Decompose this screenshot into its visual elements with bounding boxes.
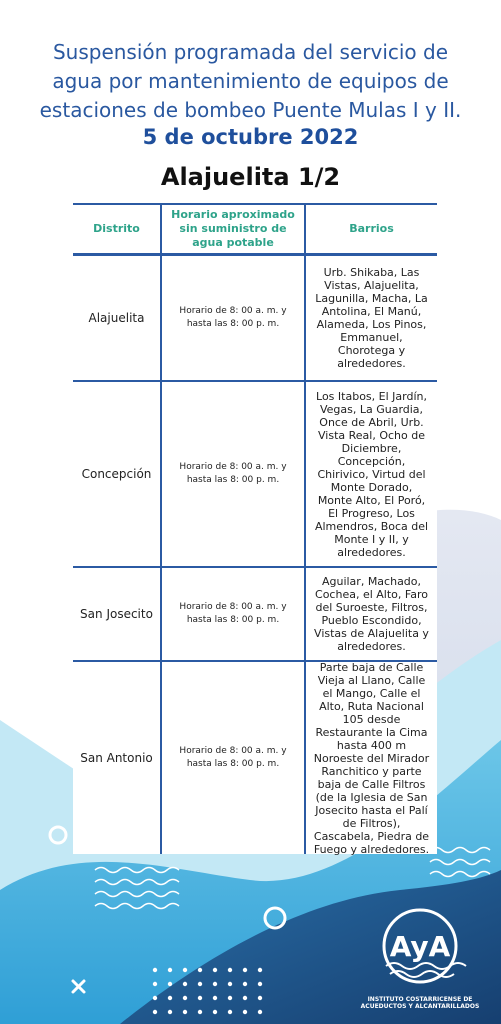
cell-barrios: Urb. Shikaba, Las Vistas, Alajuelita, Lagunilla, Macha, La Antolina, El Manú, Alameda, Los Pinos, Emmanuel, Chorotega y alrededores.: [304, 256, 437, 380]
cell-distrito: San Josecito: [80, 607, 153, 621]
table-row: [73, 568, 437, 660]
aya-logo: [350, 900, 490, 1020]
logo-wordmark: AyA: [389, 930, 451, 963]
header-horario: Horario aproximado sin suministro de agua potable: [160, 204, 304, 254]
cell-barrios: Parte baja de Calle Vieja al Llano, Calle el Mango, Calle el Alto, Ruta Nacional 105 desde Restaurante la Cima hasta 400 m Noroeste del Mirador Ranchitico y parte baja de Calle Filtros (de la Iglesia de San Josecito hasta el Palí de Filtros), Cascabela, Piedra de Fuego y alrededores.: [304, 662, 437, 854]
announcement-date: 5 de octubre 2022: [142, 125, 359, 149]
cell-distrito: Concepción: [81, 467, 152, 481]
table-header-row: [73, 204, 437, 254]
announcement-title: [0, 38, 501, 125]
header-barrios: Barrios: [304, 204, 437, 254]
table-row: [73, 382, 437, 566]
cell-barrios: Los Itabos, El Jardín, Vegas, La Guardia, Once de Abril, Urb. Vista Real, Ocho de Diciembre, Concepción, Chirivico, Virtud del Monte Dorado, Monte Alto, El Poró, El Progreso, Los Almendros, Boca del Monte I y II, y alrededores.: [304, 382, 437, 566]
title-line: estaciones de bombeo Puente Mulas I y II.: [39, 98, 462, 122]
cell-barrios: Aguilar, Machado, Cochea, el Alto, Faro del Suroeste, Filtros, Pueblo Escondido, Vistas de Alajuelita y alrededores.: [304, 568, 437, 660]
title-line: Suspensión programada del servicio de: [52, 40, 449, 64]
logo-org-line: ACUEDUCTOS Y ALCANTARILLADOS: [360, 1003, 480, 1010]
title-line: agua por mantenimiento de equipos de: [52, 69, 449, 93]
header-distrito: Distrito: [93, 222, 140, 235]
cell-distrito: Alajuelita: [88, 311, 145, 325]
table-row: [73, 256, 437, 380]
table-row: [73, 662, 437, 854]
cell-horario: Horario de 8: 00 a. m. y hasta las 8: 00 p. m.: [160, 256, 304, 380]
cell-distrito: San Antonio: [80, 751, 153, 765]
schedule-table: [73, 204, 437, 854]
header-top-border: [73, 203, 437, 205]
cell-horario: Horario de 8: 00 a. m. y hasta las 8: 00 p. m.: [160, 568, 304, 660]
logo-org-line: INSTITUTO COSTARRICENSE DE: [367, 996, 473, 1003]
page-subtitle: Alajuelita 1/2: [160, 163, 341, 191]
cell-horario: Horario de 8: 00 a. m. y hasta las 8: 00 p. m.: [160, 662, 304, 854]
cell-horario: Horario de 8: 00 a. m. y hasta las 8: 00 p. m.: [160, 382, 304, 566]
aya-logo-mark: [350, 900, 490, 990]
